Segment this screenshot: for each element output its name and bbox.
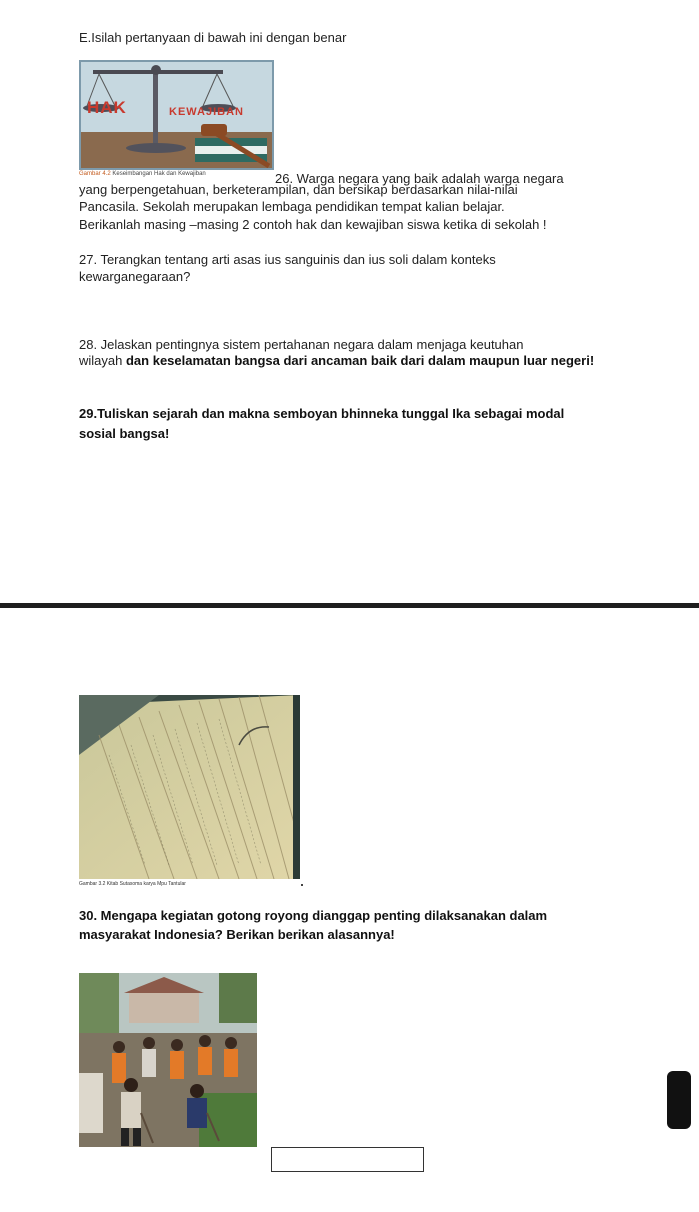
answer-box[interactable] <box>271 1147 424 1172</box>
q28-line1: 28. Jelaskan pentingnya sistem pertahanan negara dalam menjaga keutuhan <box>79 337 524 352</box>
stray-dot <box>301 884 303 886</box>
q26-line4: Berikanlah masing –masing 2 contoh hak dan kewajiban siswa ketika di sekolah ! <box>79 217 547 232</box>
q26-line1: 26. Warga negara yang baik adalah warga negara <box>275 171 564 186</box>
scrollbar-thumb[interactable] <box>667 1071 691 1129</box>
hak-label: HAK <box>87 98 127 117</box>
q28-line2-prefix: wilayah <box>79 353 123 368</box>
q26-line2: yang berpengetahuan, berketerampilan, dan bersikap berdasarkan nilai-nilai <box>79 182 518 197</box>
q28-line2-bold: dan keselamatan bangsa dari ancaman baik dari dalam maupun luar negeri! <box>125 353 595 368</box>
q28-line2 <box>79 353 594 368</box>
q27-line2: kewarganegaraan? <box>79 269 191 284</box>
q29-line2: sosial bangsa! <box>79 426 170 441</box>
palm-leaf-manuscript-image <box>79 695 300 879</box>
scale-illustration <box>79 60 274 170</box>
page-divider <box>0 603 699 608</box>
q30-line1: 30. Mengapa kegiatan gotong royong dianggap penting dilaksanakan dalam <box>79 908 548 923</box>
section-title: E.Isilah pertanyaan di bawah ini dengan benar <box>79 30 347 45</box>
gotong-royong-photo <box>79 973 257 1147</box>
community-work-image <box>79 973 257 1147</box>
q29-line1: 29.Tuliskan sejarah dan makna semboyan bhinneka tunggal Ika sebagai modal <box>79 406 565 421</box>
manuscript-photo <box>79 695 300 879</box>
figure-1-caption <box>79 170 206 178</box>
q30-line2: masyarakat Indonesia? Berikan berikan alasannya! <box>79 927 395 942</box>
figure-1-caption-text: Keseimbangan Hak dan Kewajiban <box>112 171 206 177</box>
q26-line3: Pancasila. Sekolah merupakan lembaga pendidikan tempat kalian belajar. <box>79 199 505 214</box>
figure-2-caption: Gambar 3.2 Kitab Sutasoma karya Mpu Tantular <box>79 881 186 887</box>
kewajiban-label: KEWAJIBAN <box>169 106 245 118</box>
figure-1-caption-tag: Gambar 4.2 <box>79 171 111 177</box>
q27-line1: 27. Terangkan tentang arti asas ius sanguinis dan ius soli dalam konteks <box>79 252 496 267</box>
